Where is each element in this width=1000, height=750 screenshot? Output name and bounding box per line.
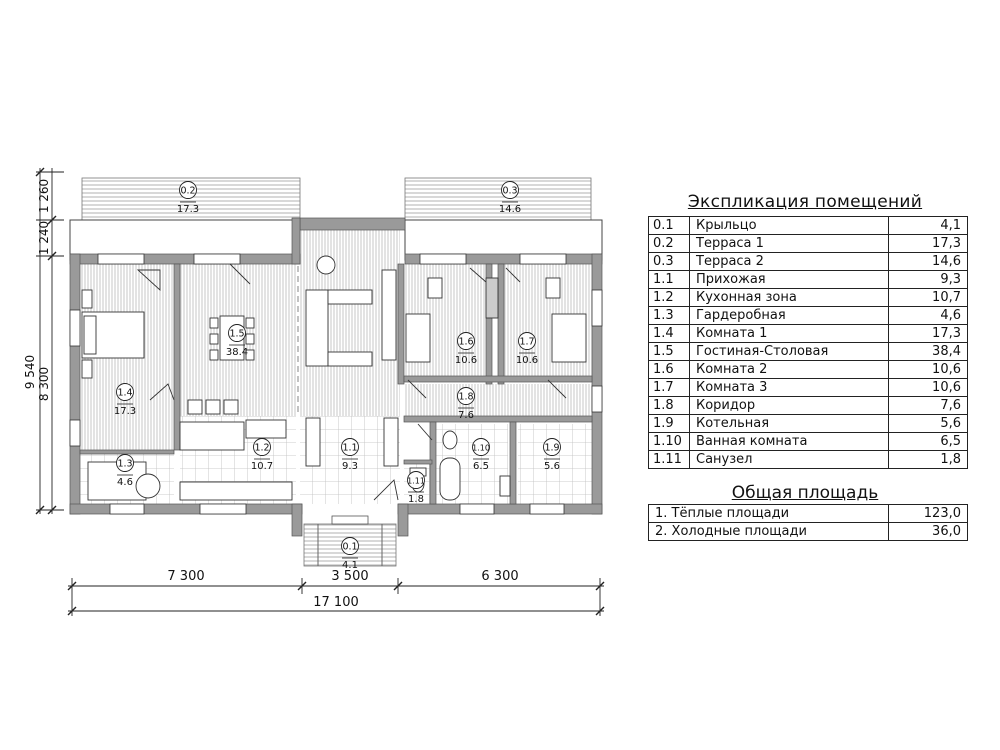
total-area-title: Общая площадь xyxy=(731,483,879,503)
room-area: 14,6 xyxy=(889,253,968,271)
room-tag-id: 1.11 xyxy=(407,476,425,486)
room-tag-area: 7.6 xyxy=(458,410,474,421)
room-area: 38,4 xyxy=(889,343,968,361)
dim-left-total: 9 540 xyxy=(23,354,37,390)
room-name: Кухонная зона xyxy=(690,289,889,307)
room-row xyxy=(649,217,968,235)
total-area: 36,0 xyxy=(889,523,968,541)
room-row xyxy=(649,289,968,307)
room-tag-id: 1.5 xyxy=(229,328,245,340)
dim-bottom-center: 3 500 xyxy=(331,569,369,584)
room-tag-area: 9.3 xyxy=(342,461,358,472)
room-name: Комната 2 xyxy=(690,361,889,379)
room-area: 10,7 xyxy=(889,289,968,307)
room-name: Комната 3 xyxy=(690,379,889,397)
room-tag-id: 1.1 xyxy=(342,442,358,454)
room-number: 1.1 xyxy=(649,271,690,289)
room-tag-area: 6.5 xyxy=(473,461,489,472)
room-number: 1.8 xyxy=(649,397,690,415)
room-name: Терраса 1 xyxy=(690,235,889,253)
room-row xyxy=(649,361,968,379)
room-area: 17,3 xyxy=(889,325,968,343)
room-tag-id: 1.4 xyxy=(117,387,133,399)
room-tag-area: 1.8 xyxy=(408,494,424,505)
explication-title: Экспликация помещений xyxy=(687,192,923,212)
room-tag-id: 1.8 xyxy=(458,391,474,403)
room-area: 5,6 xyxy=(889,415,968,433)
room-row xyxy=(649,379,968,397)
total-name: 2. Холодные площади xyxy=(649,523,889,541)
room-tag-area: 14.6 xyxy=(498,204,522,215)
total-row xyxy=(649,505,968,523)
room-row xyxy=(649,451,968,469)
room-tag-area: 10.6 xyxy=(515,355,539,366)
room-tag-area: 10.6 xyxy=(454,355,478,366)
room-tag-area: 5.6 xyxy=(544,461,560,472)
room-number: 0.2 xyxy=(649,235,690,253)
room-name: Котельная xyxy=(690,415,889,433)
room-name: Санузел xyxy=(690,451,889,469)
room-row xyxy=(649,343,968,361)
dim-total-width: 17 100 xyxy=(313,595,359,610)
room-tag-id: 0.3 xyxy=(502,185,518,197)
room-name: Терраса 2 xyxy=(690,253,889,271)
room-tag-area: 17.3 xyxy=(113,406,137,417)
room-tag-id: 1.7 xyxy=(519,336,535,348)
room-name: Прихожая xyxy=(690,271,889,289)
room-number: 1.11 xyxy=(649,451,690,469)
room-tag-id: 1.6 xyxy=(458,336,474,348)
total-row xyxy=(649,523,968,541)
room-tag-area: 4.1 xyxy=(342,560,358,571)
room-row xyxy=(649,433,968,451)
room-area: 9,3 xyxy=(889,271,968,289)
room-number: 0.1 xyxy=(649,217,690,235)
dim-left-house: 8 300 xyxy=(37,366,51,402)
room-row xyxy=(649,235,968,253)
room-name: Комната 1 xyxy=(690,325,889,343)
room-area: 10,6 xyxy=(889,379,968,397)
room-row xyxy=(649,325,968,343)
room-tag-area: 38.4 xyxy=(225,347,249,358)
room-tag-id: 1.10 xyxy=(472,443,490,453)
room-number: 1.4 xyxy=(649,325,690,343)
room-tag-area: 10.7 xyxy=(250,461,274,472)
room-area: 17,3 xyxy=(889,235,968,253)
dim-left-terrace: 1 260 xyxy=(37,178,51,214)
room-row xyxy=(649,397,968,415)
room-area: 6,5 xyxy=(889,433,968,451)
room-name: Гардеробная xyxy=(690,307,889,325)
dim-bottom-right: 6 300 xyxy=(481,569,519,584)
room-number: 0.3 xyxy=(649,253,690,271)
room-tag-area: 17.3 xyxy=(176,204,200,215)
room-number: 1.3 xyxy=(649,307,690,325)
room-tag-id: 0.1 xyxy=(342,541,358,553)
room-tag-id: 1.3 xyxy=(117,458,133,470)
dim-left-roof: 1 240 xyxy=(37,220,51,256)
room-number: 1.6 xyxy=(649,361,690,379)
room-name: Гостиная-Столовая xyxy=(690,343,889,361)
room-tag-id: 1.9 xyxy=(544,442,560,454)
room-name: Ванная комната xyxy=(690,433,889,451)
room-row xyxy=(649,415,968,433)
room-area: 4,1 xyxy=(889,217,968,235)
room-row xyxy=(649,253,968,271)
room-number: 1.5 xyxy=(649,343,690,361)
room-number: 1.10 xyxy=(649,433,690,451)
room-number: 1.7 xyxy=(649,379,690,397)
total-name: 1. Тёплые площади xyxy=(649,505,889,523)
room-number: 1.2 xyxy=(649,289,690,307)
rooms-table xyxy=(648,216,968,469)
total-area: 123,0 xyxy=(889,505,968,523)
room-name: Крыльцо xyxy=(690,217,889,235)
room-area: 10,6 xyxy=(889,361,968,379)
room-name: Коридор xyxy=(690,397,889,415)
room-area: 4,6 xyxy=(889,307,968,325)
room-number: 1.9 xyxy=(649,415,690,433)
room-tag-id: 1.2 xyxy=(254,442,270,454)
room-row xyxy=(649,271,968,289)
room-row xyxy=(649,307,968,325)
room-area: 7,6 xyxy=(889,397,968,415)
room-area: 1,8 xyxy=(889,451,968,469)
dim-bottom-left: 7 300 xyxy=(167,569,205,584)
room-tag-area: 4.6 xyxy=(117,477,133,488)
totals-table xyxy=(648,504,968,541)
room-tag-id: 0.2 xyxy=(180,185,196,197)
